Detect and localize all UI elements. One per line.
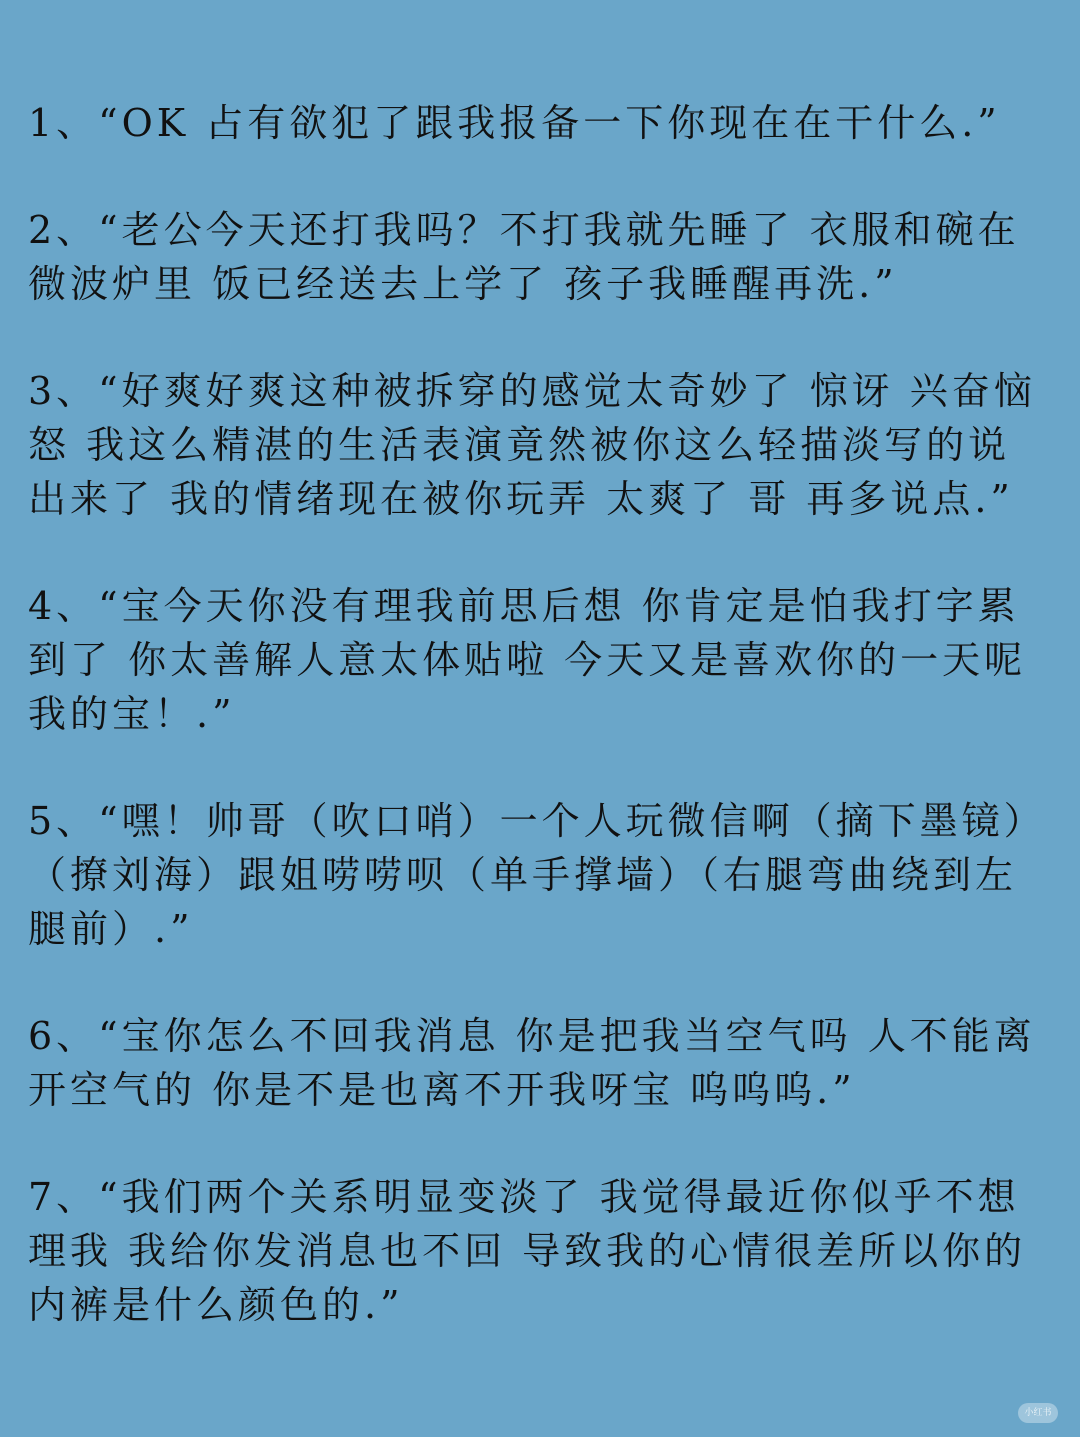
- watermark-logo: 小红书: [1018, 1403, 1058, 1423]
- quote-item-2: 2、“老公今天还打我吗？不打我就先睡了 衣服和碗在微波炉里 饭已经送去上学了 孩子我睡醒再洗.”: [28, 208, 1020, 306]
- quote-item-6: 6、“宝你怎么不回我消息 你是把我当空气吗 人不能离开空气的 你是不是也离不开我呀宝 呜呜呜.”: [28, 1014, 1036, 1112]
- quote-item-5: 5、“嘿！帅哥（吹口哨）一个人玩微信啊（摘下墨镜）（撩刘海）跟姐唠唠呗（单手撑墙）（右腿弯曲绕到左腿前）.”: [28, 799, 1046, 951]
- quote-list: [28, 96, 1052, 1385]
- quote-item-3: 3、“好爽好爽这种被拆穿的感觉太奇妙了 惊讶 兴奋恼怒 我这么精湛的生活表演竟然被你这么轻描淡写的说出来了 我的情绪现在被你玩弄 太爽了 哥 再多说点.”: [28, 369, 1036, 521]
- quote-item-1: 1、“OK 占有欲犯了跟我报备一下你现在在干什么.”: [28, 101, 1001, 145]
- quote-item-7: 7、“我们两个关系明显变淡了 我觉得最近你似乎不想理我 我给你发消息也不回 导致我的心情很差所以你的内裤是什么颜色的.”: [28, 1175, 1027, 1327]
- quote-item-4: 4、“宝今天你没有理我前思后想 你肯定是怕我打字累到了 你太善解人意太体贴啦 今天又是喜欢你的一天呢我的宝！.”: [28, 584, 1027, 736]
